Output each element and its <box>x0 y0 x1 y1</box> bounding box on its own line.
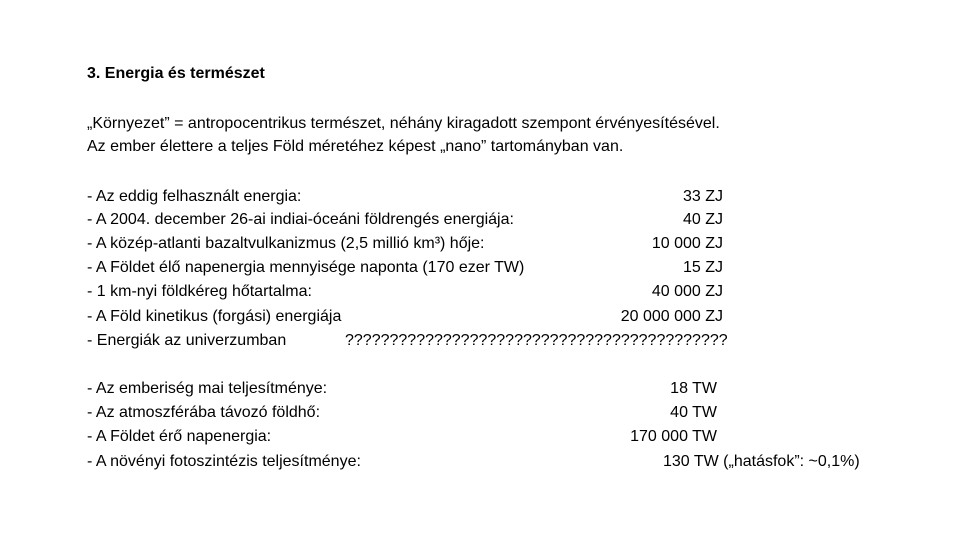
power-row <box>87 377 947 400</box>
power-label: - A Földet érő napenergia: <box>87 428 272 445</box>
power-value: 40 TW <box>670 404 717 421</box>
power-value: 18 TW <box>670 380 717 397</box>
power-label: - Az emberiség mai teljesítménye: <box>87 380 328 397</box>
energy-label: - Energiák az univerzumban <box>87 332 287 349</box>
energy-value: 40 000 ZJ <box>651 283 723 300</box>
power-value: 130 TW („hatásfok”: ~0,1%) <box>663 453 860 470</box>
energy-label: - Az eddig felhasznált energia: <box>87 188 302 205</box>
intro-line-2: Az ember élettere a teljes Föld méretéhez képest „nano” tartományban van. <box>87 138 624 155</box>
power-label: - A növényi fotoszintézis teljesítménye: <box>87 453 361 470</box>
power-label: - Az atmoszférába távozó földhő: <box>87 404 321 421</box>
energy-value: 20 000 000 ZJ <box>620 308 723 325</box>
energy-value: 15 ZJ <box>682 259 723 276</box>
power-list <box>87 0 947 540</box>
energy-value: ??????????????????????????????????????????? <box>345 332 728 349</box>
power-row <box>87 450 947 473</box>
power-value: 170 000 TW <box>630 428 717 445</box>
energy-label: - 1 km-nyi földkéreg hőtartalma: <box>87 283 312 300</box>
energy-value: 10 000 ZJ <box>651 235 723 252</box>
energy-value: 40 ZJ <box>682 211 723 228</box>
intro-line-1: „Környezet” = antropocentrikus természet, néhány kiragadott szempont érvényesítésével. <box>87 115 720 132</box>
energy-label: - A közép-atlanti bazaltvulkanizmus (2,5 millió km³) hője: <box>87 235 485 252</box>
energy-label: - A 2004. december 26-ai indiai-óceáni földrengés energiája: <box>87 211 514 228</box>
energy-label: - A Földet élő napenergia mennyisége naponta (170 ezer TW) <box>87 259 525 276</box>
power-row <box>87 401 947 424</box>
energy-label: - A Föld kinetikus (forgási) energiája <box>87 308 342 325</box>
slide-title: 3. Energia és természet <box>87 65 265 82</box>
power-row <box>87 425 947 448</box>
energy-value: 33 ZJ <box>682 188 723 205</box>
